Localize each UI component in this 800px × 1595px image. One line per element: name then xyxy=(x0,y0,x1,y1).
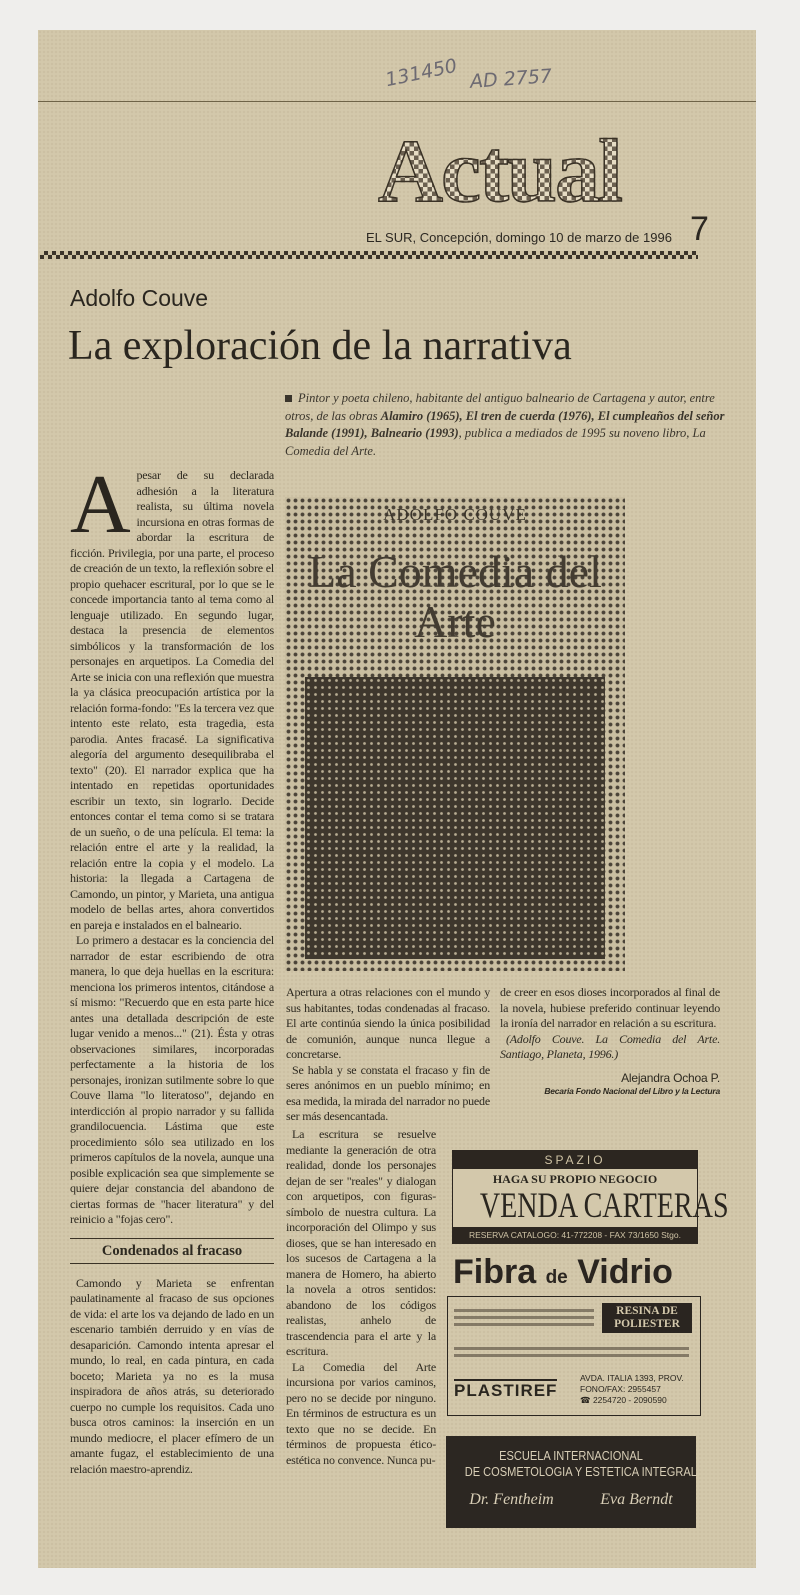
section-logo: Actual xyxy=(378,124,621,224)
article-kicker: Adolfo Couve xyxy=(70,285,209,311)
ad-venda-carteras: SPAZIO HAGA SU PROPIO NEGOCIO VENDA CARTERAS RESERVA CATALOGO: 41-772208 - FAX 73/1650 Stgo. xyxy=(452,1150,698,1244)
dateline: EL SUR, Concepción, domingo 10 de marzo de 1996 xyxy=(366,230,672,245)
book-cover-artwork xyxy=(305,677,605,959)
article-headline: La exploración de la narrativa xyxy=(68,323,572,369)
ad-escuela-cosmetologia: ESCUELA INTERNACIONAL DE COSMETOLOGIA Y ESTETICA INTEGRAL Dr. Fentheim Eva Berndt xyxy=(446,1436,696,1528)
book-cover-title: La Comedia del Arte xyxy=(308,546,602,647)
handwritten-note: 131450 xyxy=(383,54,460,92)
middle-column-bottom: La escritura se resuelve mediante la generación de otra realidad, donde los personajes dejan de ser "reales" y dialogan con arquetipos, con figuras-símbolo de nuestra cultura. La incorporación del Olimpo y sus dioses, que se han interesado en los sucesos de Cartagena a la manera de Homero, ha abierto la novela a otros sentidos: abandono de los códigos realistas, anhelo de trascendencia para el arte y la escritura. La Comedia del Arte incursiona por varios caminos, pero no se decide por ninguno. En términos de estructura es un texto que no se decide. En términos de propuesta ético-estética no convence. Nunca pu- xyxy=(286,1127,436,1467)
byline-affiliation: Becaria Fondo Nacional del Libro y la Lectura xyxy=(544,1085,720,1096)
handwritten-note: AD 2757 xyxy=(469,65,553,93)
book-reference: (Adolfo Couve. La Comedia del Arte. Santiago, Planeta, 1996.) xyxy=(500,1031,720,1061)
ad-fine-print xyxy=(454,1305,594,1330)
drop-cap: A xyxy=(70,458,131,551)
ad-signatures: Dr. Fentheim Eva Berndt xyxy=(469,1491,673,1508)
book-cover-image xyxy=(285,497,625,971)
left-column: Apesar de su declarada adhesión a la literatura realista, su última novela incursiona en otras formas de abordar la escritura de ficción. Privilegia, por una parte, el proceso de creación de un texto, la reflexión sobre el propio quehacer escritural, por lo que se le concede importancia tanto al tema como al lenguaje utilizado. En segundo lugar, destaca la presencia de elementos simbólicos y la transformación de los personajes en arquetipos. La Comedia del Arte se inicia con una reflexión que muestra la ya clásica preocupación artística por la relación forma-fondo: "Es la tercera vez que intento este relato, esta tragedia, esta parodia. Antes fracasé. La significativa alegoría del argumento desequilibraba el texto" (20). El narrador explica que ha intentado en repetidas oportunidades escribir un texto, sin lograrlo. Decide entonces contar el tema como si se tratara de un sueño, o de una película. El tema: la relación entre el arte y la realidad, la relación entre la copia y el modelo. La historia: la llegada a Cartagena de Camondo, un pintor, y Marieta, una antigua modelo de bellas artes, ahora convertidos en pareja e instalados en el balneario. Lo primero a destacar es la conciencia del narrador de estar escribiendo de otra manera, lo que deja huellas en la escritura: menciona los primeros intentos, citándose a sí mismo: "Recuerdo que en esta parte hice antes una detallada descripción de este lugar venido a menos..." (21). Ésta y otras observaciones similares, incorporadas perfectamente a la historia de los personajes, ironizan sutilmente sobre lo que Couve llama "lo literatoso", dejando en interdicción al propio narrador y su fallida grandilocuencia. Lástima que este procedimiento sólo sea utilizado en los primeros capítulos de la novela, aunque una posible explicación sea que simplemente se quiere dejar constancia del abandono de ciertas formas de "hacer literatura" y del reinicio a "fojas cero". Condenados al fracaso Camondo y Marieta se enfrentan paulatinamente al fracaso de sus opciones de vida: el arte los va dejando de lado en un escenario también derruido y en vías de desaparición. Camondo intenta apresar el mundo, lo real, en cada pintura, en cada boceto; Marieta ya no es la musa inspiradora de años atrás, su deteriorado cuerpo no cumple los requisitos. Cada uno busca otros caminos: la inserción en un mundo mediocre, el placer efímero de un amante fugaz, el establecimiento de una relación maestro-aprendiz. xyxy=(70,458,274,1476)
right-column: de creer en esos dioses incorporados al final de la novela, hubiese preferido continuar leyendo la ironía del narrador en relación a su escritura. (Adolfo Couve. La Comedia del Arte. Santiago, Planeta, 1996.) Alejandra Ochoa P. Becaria Fondo Nacional del Libro y la Lectura xyxy=(500,985,720,1096)
ad-company: PLASTIREF xyxy=(454,1381,558,1400)
divider xyxy=(38,101,756,102)
ad-brand: SPAZIO xyxy=(453,1151,697,1169)
subheading: Condenados al fracaso xyxy=(70,1238,274,1264)
ad-badge: RESINA DE POLIESTER xyxy=(602,1303,692,1333)
book-cover-author: ADOLFO COUVE xyxy=(383,505,527,524)
byline: Alejandra Ochoa P. xyxy=(621,1070,720,1085)
ad-brand: Fibra de Vidrio xyxy=(453,1253,673,1291)
ad-fine-print xyxy=(454,1343,689,1361)
page-number: 7 xyxy=(690,210,709,248)
checkered-rule xyxy=(40,251,698,259)
photo-caption: Pintor y poeta chileno, habitante del antiguo balneario de Cartagena y autor, entre otros, de las obras Alamiro (1965), El tren de cuerda (1976), El cumpleaños del señor Balande (1991), Balneario (1993), publica a mediados de 1995 su noveno libro, La Comedia del Arte. xyxy=(285,391,725,458)
bullet-icon xyxy=(285,395,292,402)
ad-fibra-de-vidrio: Fibra de Vidrio RESINA DE POLIESTER PLASTIREF AVDA. ITALIA 1393, PROV. FONO/FAX: 2955457 ☎ 2254720 - 2090590 xyxy=(445,1252,703,1417)
middle-column-top: Apertura a otras relaciones con el mundo y sus habitantes, todas condenadas al fracaso. El arte continúa siendo la única posibilidad de comunión, aunque nunca llegue a concretarse. Se habla y se constata el fracaso y fin de seres anónimos en un pueblo mínimo; en esa medida, la mirada del narrador no puede ser más desencantada. xyxy=(286,985,490,1123)
